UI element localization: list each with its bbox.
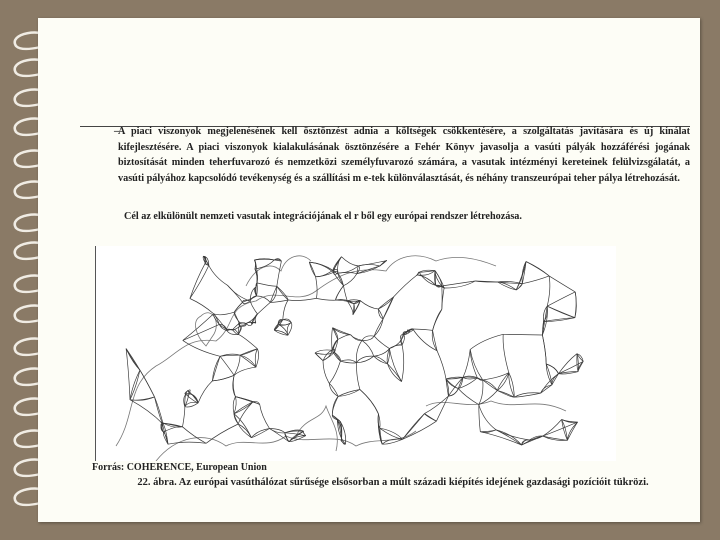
rail-line (214, 314, 228, 331)
rail-line (250, 301, 257, 314)
rail-line (383, 297, 394, 319)
rail-line (503, 334, 542, 335)
rail-line (234, 355, 240, 375)
rail-line (183, 340, 220, 356)
rail-line (234, 414, 251, 438)
rail-line (448, 377, 463, 396)
rail-line (240, 349, 257, 355)
rail-line (509, 373, 515, 398)
bullet-paragraph (114, 124, 690, 186)
rail-line (549, 276, 575, 292)
rail-line (463, 350, 470, 378)
rail-line (309, 262, 315, 277)
rail-line (362, 340, 374, 356)
rail-line (329, 361, 340, 383)
rail-line (212, 375, 234, 381)
rail-line (562, 420, 568, 441)
rail-line (417, 275, 436, 285)
rail-line (342, 257, 359, 266)
rail-line (567, 422, 577, 440)
rail-line (480, 432, 521, 445)
rail-line (260, 404, 270, 428)
rail-line (183, 407, 185, 427)
rail-line (214, 312, 235, 315)
rail-line (380, 428, 403, 439)
rail-line (435, 271, 442, 286)
rail-line (437, 351, 446, 379)
rail-line (522, 276, 549, 284)
rail-line (374, 356, 388, 364)
rail-line (356, 363, 359, 390)
rail-line (436, 396, 448, 421)
rail-line (234, 402, 253, 414)
rail-line (198, 381, 212, 403)
rail-line (357, 356, 374, 362)
rail-line (403, 421, 437, 439)
rail-line (334, 352, 340, 361)
rail-line (332, 396, 338, 415)
rail-line (316, 277, 318, 299)
rail-line (338, 390, 360, 397)
rail-line (547, 292, 575, 306)
rail-line (316, 298, 335, 300)
rail-line (220, 356, 234, 375)
rail-line (433, 309, 442, 330)
rail-line (277, 261, 282, 286)
rail-line (374, 336, 389, 349)
rail-line (316, 272, 334, 276)
rail-line (190, 263, 205, 298)
rail-line (168, 442, 206, 444)
rail-line (277, 286, 288, 300)
rail-line (228, 285, 251, 301)
rail-line (413, 329, 433, 330)
rail-line (238, 334, 257, 349)
rail-line (338, 390, 360, 397)
rail-line (209, 266, 228, 286)
rail-line (382, 439, 402, 444)
rail-line (374, 319, 383, 336)
rail-line (402, 345, 404, 382)
rail-line (444, 281, 475, 288)
rail-line (394, 275, 418, 297)
rail-line (503, 334, 509, 372)
rail-line (344, 274, 357, 286)
rail-line (190, 299, 214, 314)
rail-line (479, 405, 496, 430)
rail-line (562, 420, 568, 441)
rail-line (483, 373, 509, 380)
rail-line (360, 301, 378, 309)
rail-line (433, 330, 438, 350)
rail-line (425, 414, 437, 422)
rail-line (285, 433, 306, 436)
rail-line (435, 271, 442, 286)
rail-line (126, 349, 130, 400)
rail-line (332, 328, 333, 351)
rail-line (309, 262, 333, 272)
rail-line (542, 335, 546, 364)
rail-line (374, 349, 390, 357)
rail-line (246, 324, 252, 326)
rail-line (336, 286, 344, 301)
rail-line (238, 402, 253, 424)
rail-line (413, 329, 437, 351)
rail-line (380, 428, 403, 439)
rail-line (258, 302, 271, 314)
rail-line (543, 422, 578, 436)
rail-line (338, 266, 359, 273)
rail-line (206, 424, 238, 443)
bullet-marker: – (114, 126, 120, 137)
rail-line (374, 356, 388, 364)
rail-line (358, 264, 380, 266)
rail-line (288, 298, 316, 300)
rail-line (329, 383, 338, 396)
rail-line (283, 300, 288, 320)
rail-line (251, 429, 269, 438)
goal-paragraph: Cél az elkülönült nemzeti vasutak integrációjának el r ből egy európai rendszer létrehozása. (124, 211, 522, 222)
rail-line (190, 266, 209, 299)
figure-caption: 22. ábra. Az európai vasúthálózat sűrűsége elsősorban a múlt századi kiépítés idejének gazdasági pozícióit tükrözi. (137, 477, 649, 488)
rail-line (526, 262, 549, 276)
rail-line (483, 380, 498, 391)
rail-line (543, 420, 562, 437)
rail-line (544, 318, 575, 322)
rail-line (344, 286, 348, 301)
rail-line (240, 355, 256, 367)
rail-line (212, 375, 234, 381)
rail-line (323, 361, 329, 384)
rail-line (479, 380, 483, 405)
rail-line (509, 373, 515, 398)
figure-source: Forrás: COHERENCE, European Union (92, 462, 267, 473)
rail-line (338, 335, 351, 340)
rail-line (541, 385, 552, 393)
rail-line (470, 334, 503, 349)
bullet-paragraph-text: A piaci viszonyok megjelenésének kell ösztönzést adnia a költségek csökkentésére, a szolgáltatás javítására és új kínálat kifejlesztésére. A piaci viszonyok kialakulásának ösztönzésére a Fehér Könyv javasolja a vasúti pályák hozzáférési jogának biztosítását minden teherfuvarozó és nemzetközi személyfuvarozó számára, a vasutak intézményi kereteinek felülvizsgálatát, a vasúti pályához kapcsolódó tevékenység és a szállítási m e-tek különválasztását, és néhány transzeurópai teher pálya létrehozását. (118, 126, 690, 184)
rail-line (183, 427, 207, 444)
rail-line (255, 260, 274, 269)
rail-line (360, 390, 379, 414)
rail-line (360, 390, 379, 414)
rail-line (257, 283, 277, 286)
rail-line (340, 360, 356, 363)
rail-line (130, 400, 162, 424)
rail-line (458, 389, 479, 405)
rail-line (183, 324, 220, 340)
rail-line (356, 340, 362, 362)
europe-railway-network-map-icon (96, 246, 616, 461)
europe-railway-map (95, 246, 616, 461)
rail-line (559, 354, 578, 374)
rail-line (188, 391, 198, 403)
rail-line (234, 302, 242, 312)
rail-line (235, 397, 253, 402)
rail-line (547, 276, 550, 306)
rail-line (212, 356, 220, 381)
rail-line (541, 374, 559, 393)
